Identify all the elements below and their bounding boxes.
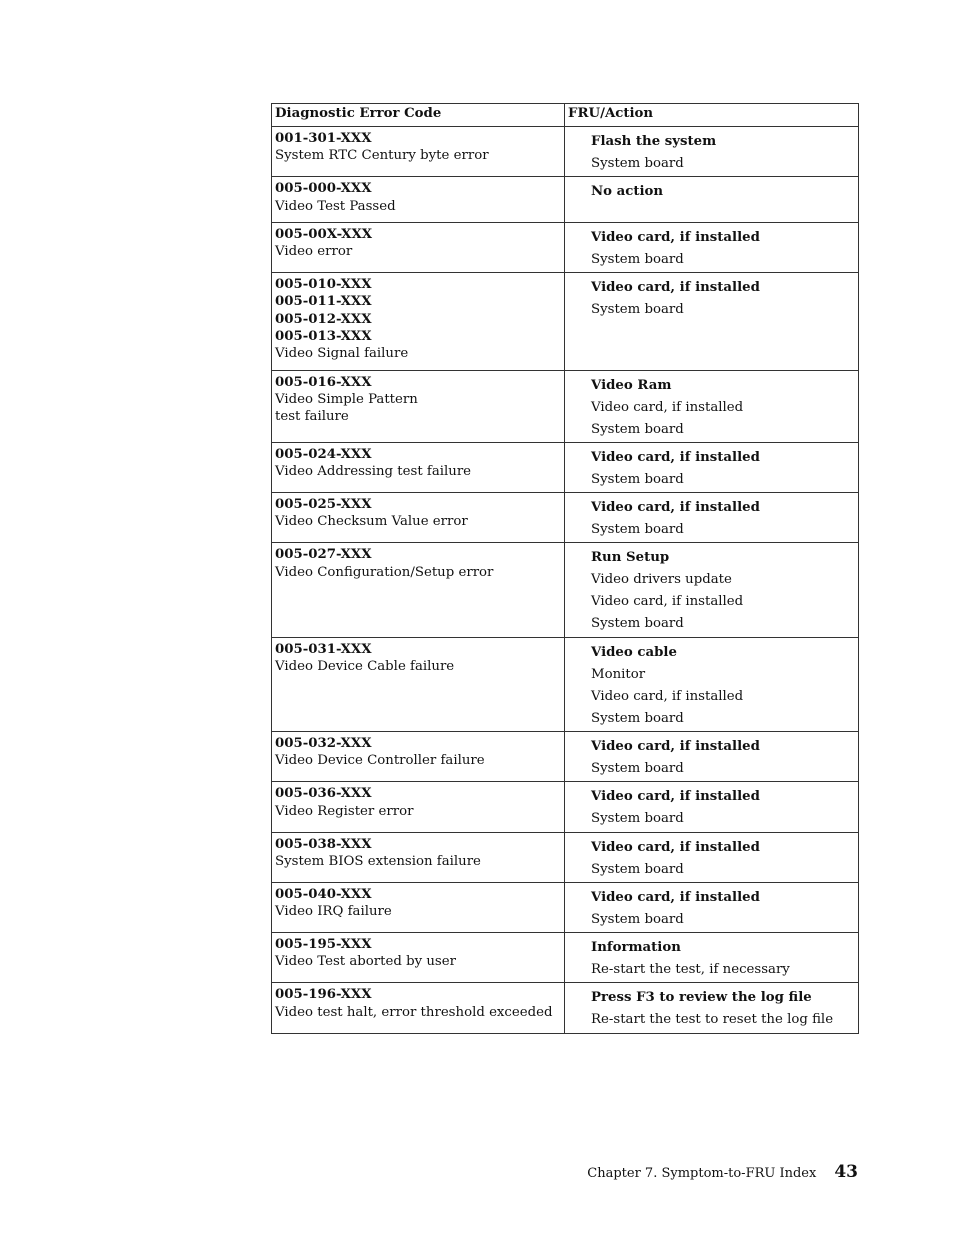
error-code-cell (272, 127, 565, 177)
fru-action-cell (565, 442, 859, 492)
error-code-cell (272, 370, 565, 442)
fru-action-item: Video drivers update (591, 572, 732, 588)
error-description: Video Device Controller failure (275, 753, 485, 769)
error-description: Video Test Passed (275, 198, 396, 214)
table-row (272, 933, 859, 983)
error-description: Video Signal failure (275, 346, 409, 362)
error-description: Video Test aborted by user (275, 954, 456, 970)
error-code-cell (272, 832, 565, 882)
fru-action-item: No action (591, 184, 664, 200)
chapter-title: Chapter 7. Symptom-to-FRU Index (587, 1166, 817, 1181)
error-code-cell (272, 882, 565, 932)
table-row (272, 782, 859, 832)
error-code: 005-040-XXX (275, 886, 372, 902)
error-code-cell (272, 637, 565, 731)
fru-action-cell (565, 983, 859, 1033)
fru-action-item: Video card, if installed (591, 399, 744, 415)
fru-action-item: System board (591, 710, 684, 726)
error-description: Video error (275, 244, 353, 260)
error-code: 005-00X-XXX (275, 226, 373, 242)
error-code-cell (272, 273, 565, 370)
fru-action-item: Video Ram (591, 377, 672, 393)
error-code: 005-195-XXX (275, 937, 372, 953)
fru-action-cell (565, 370, 859, 442)
error-code: 005-000-XXX (275, 181, 372, 197)
error-code-cell (272, 933, 565, 983)
fru-action-item: System board (591, 811, 684, 827)
error-code-cell (272, 442, 565, 492)
fru-action-cell (565, 933, 859, 983)
fru-action-item: Video card, if installed (591, 738, 760, 754)
fru-action-item: System board (591, 616, 684, 632)
error-code-cell (272, 782, 565, 832)
fru-action-cell (565, 731, 859, 781)
error-code-cell (272, 983, 565, 1033)
fru-action-item: System board (591, 251, 684, 267)
fru-action-item: Re-start the test to reset the log file (591, 1012, 834, 1028)
fru-action-item: Video card, if installed (591, 229, 760, 245)
error-code: 005-013-XXX (275, 329, 372, 345)
table-row (272, 273, 859, 370)
fru-action-item: Video card, if installed (591, 789, 760, 805)
error-code-cell (272, 543, 565, 637)
table-row (272, 832, 859, 882)
table-row (272, 177, 859, 223)
fru-action-item: Run Setup (591, 550, 670, 566)
fru-action-item: Monitor (591, 666, 646, 682)
fru-action-cell (565, 273, 859, 370)
error-code-cell (272, 493, 565, 543)
header-fru-action: FRU/Action (565, 104, 859, 127)
error-code: 005-011-XXX (275, 294, 372, 310)
fru-action-cell (565, 882, 859, 932)
fru-action-item: Press F3 to review the log file (591, 990, 812, 1006)
error-description: System BIOS extension failure (275, 853, 481, 869)
fru-action-item: Information (591, 940, 681, 956)
error-code: 001-301-XXX (275, 131, 372, 146)
table-row (272, 731, 859, 781)
table-body (272, 127, 859, 1034)
fru-action-item: System board (591, 522, 684, 538)
fru-action-item: System board (591, 155, 684, 171)
error-code-cell (272, 177, 565, 223)
fru-action-cell (565, 637, 859, 731)
error-code-cell (272, 222, 565, 272)
error-code: 005-032-XXX (275, 735, 372, 751)
error-description: Video Addressing test failure (275, 464, 472, 480)
error-description: Video test halt, error threshold exceeded (275, 1004, 553, 1020)
fru-action-item: Video card, if installed (591, 688, 744, 704)
error-code: 005-025-XXX (275, 497, 372, 513)
error-description: Video Checksum Value error (275, 514, 468, 530)
fru-action-cell (565, 782, 859, 832)
table-row (272, 543, 859, 637)
error-code: 005-010-XXX (275, 277, 372, 293)
error-code: 005-036-XXX (275, 786, 372, 802)
error-code: 005-024-XXX (275, 446, 372, 462)
table-row (272, 637, 859, 731)
table-row (272, 222, 859, 272)
fru-action-item: Video card, if installed (591, 839, 760, 855)
error-description: Video Configuration/Setup error (275, 564, 494, 580)
error-code-cell (272, 731, 565, 781)
fru-action-cell (565, 177, 859, 223)
table-row (272, 370, 859, 442)
fru-action-cell (565, 127, 859, 177)
fru-action-cell (565, 543, 859, 637)
error-description: Video Device Cable failure (275, 659, 455, 675)
fru-action-item: System board (591, 471, 684, 487)
fru-action-item: Video card, if installed (591, 280, 760, 296)
fru-action-item: Video cable (591, 644, 677, 660)
error-code: 005-196-XXX (275, 987, 372, 1003)
error-code: 005-031-XXX (275, 641, 372, 657)
fru-action-item: System board (591, 760, 684, 776)
table-row (272, 882, 859, 932)
error-description: Video IRQ failure (275, 904, 392, 920)
error-code: 005-038-XXX (275, 836, 372, 852)
fru-action-item: System board (591, 861, 684, 877)
header-diagnostic-error-code: Diagnostic Error Code (272, 104, 565, 127)
error-code: 005-027-XXX (275, 547, 372, 563)
fru-action-item: Video card, if installed (591, 449, 760, 465)
error-description: Video Register error (275, 803, 414, 819)
fru-action-item: System board (591, 421, 684, 437)
fru-action-item: Video card, if installed (591, 889, 760, 905)
fru-action-item: System board (591, 911, 684, 927)
fru-action-item: Video card, if installed (591, 594, 744, 610)
error-code: 005-012-XXX (275, 311, 372, 327)
error-description: System RTC Century byte error (275, 148, 489, 164)
table-row (272, 493, 859, 543)
page-footer (587, 1162, 858, 1182)
table-row (272, 127, 859, 177)
error-description: Video Simple Pattern (275, 391, 418, 407)
fru-action-item: Video card, if installed (591, 500, 760, 516)
fru-action-cell (565, 222, 859, 272)
fru-action-cell (565, 493, 859, 543)
table-header-row (272, 104, 859, 127)
fru-action-item: Flash the system (591, 134, 717, 149)
error-code: 005-016-XXX (275, 374, 372, 390)
fru-action-item: System board (591, 302, 684, 318)
page-number: 43 (834, 1162, 858, 1182)
table-row (272, 442, 859, 492)
error-code-table (271, 103, 859, 1034)
fru-action-item: Re-start the test, if necessary (591, 962, 790, 978)
error-description: test failure (275, 409, 349, 425)
fru-action-cell (565, 832, 859, 882)
table-row (272, 983, 859, 1033)
